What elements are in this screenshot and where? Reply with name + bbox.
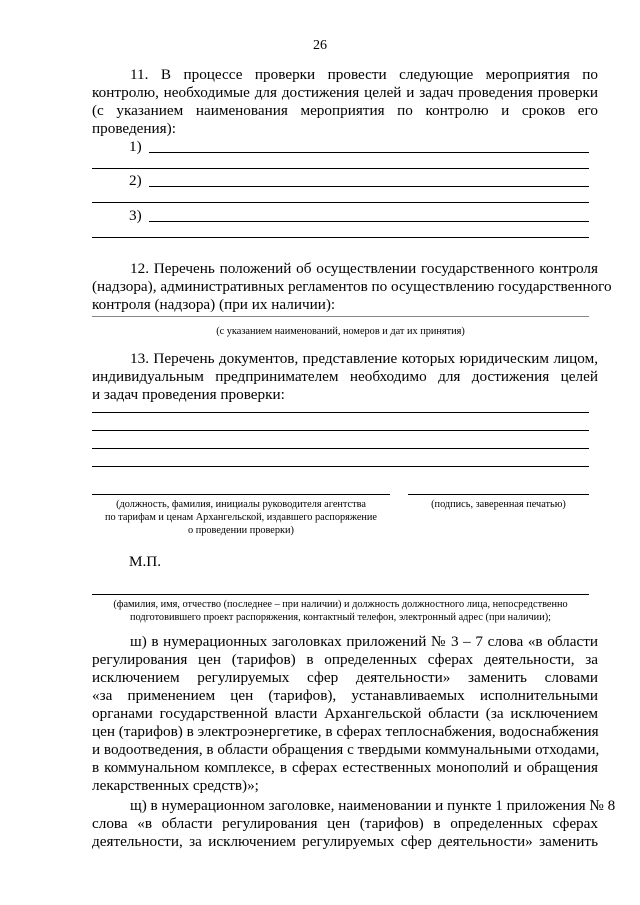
paragraph-line: щ) в нумерационном заголовке, наименовании и пункте 1 приложения № 8	[130, 797, 616, 814]
item-number-1: 1)	[129, 138, 142, 155]
preparer-caption-line: (фамилия, имя, отчество (последнее – при наличии) и должность должностного лица, непосредственно	[113, 599, 568, 610]
stamp-place-label: М.П.	[129, 553, 162, 570]
item-number-2: 2)	[129, 172, 142, 189]
section-13-fill-line	[92, 430, 589, 431]
item-3-continuation-line	[92, 237, 589, 238]
paragraph-shch	[92, 797, 616, 851]
section-13-text	[92, 350, 598, 404]
section-11-text	[92, 66, 598, 138]
section-13-fill-line	[92, 412, 589, 413]
page-number: 26	[313, 38, 327, 53]
preparer-line	[92, 594, 589, 595]
official-caption-line: по тарифам и ценам Архангельской, издавшего распоряжение	[104, 512, 377, 523]
item-2-blank-line	[149, 186, 589, 187]
item-2-continuation-line	[92, 202, 589, 203]
section-13-line: и задач проведения проверки:	[92, 386, 285, 403]
item-1-blank-line	[149, 152, 589, 153]
official-caption-line: о проведении проверки)	[188, 525, 294, 536]
paragraph-line: «за применением цен (тарифов), устанавливаемых исполнительными	[92, 687, 598, 704]
section-11-line: контролю, необходимые для достижения целей и задач проведения проверки	[92, 84, 598, 101]
section-12-caption: (с указанием наименований, номеров и дат их принятия)	[216, 326, 465, 337]
section-11-line: проведения):	[92, 120, 176, 137]
official-signature-line	[92, 494, 390, 495]
section-13-fill-line	[92, 466, 589, 467]
section-12-fill-line	[92, 316, 589, 317]
section-12-line: 12. Перечень положений об осуществлении государственного контроля	[130, 260, 598, 277]
paragraph-line: в коммунальном комплексе, в сферах естественных монополий и обращения	[92, 759, 598, 776]
paragraph-line: исключением регулируемых сфер деятельности» заменить словами	[92, 669, 598, 686]
item-number-3: 3)	[129, 207, 142, 224]
paragraph-line: и водоотведения, в области обращения с твердыми коммунальными отходами,	[92, 741, 600, 758]
item-3-blank-line	[149, 221, 589, 222]
signature-caption: (подпись, заверенная печатью)	[431, 499, 566, 510]
paragraph-line: ш) в нумерационных заголовках приложений № 3 – 7 слова «в области	[130, 633, 598, 650]
item-1-continuation-line	[92, 168, 589, 169]
paragraph-line: регулирования цен (тарифов) в определенных сферах деятельности, за	[92, 651, 598, 668]
paragraph-sh	[92, 633, 598, 795]
section-13-fill-line	[92, 448, 589, 449]
paragraph-line: деятельности, за исключением регулируемых сфер деятельности» заменить	[92, 833, 598, 850]
section-13-line: 13. Перечень документов, представление которых юридическим лицом,	[130, 350, 598, 367]
paragraph-line: слова «в области регулирования цен (тарифов) в определенных сферах	[92, 815, 598, 832]
official-caption-line: (должность, фамилия, инициалы руководителя агентства	[116, 499, 366, 510]
section-13-line: индивидуальным предпринимателем необходимо для достижения целей	[92, 368, 598, 385]
preparer-caption-line: подготовившего проект распоряжения, контактный телефон, электронный адрес (при наличии);	[129, 612, 551, 623]
section-12-line: контроля (надзора) (при их наличии):	[92, 296, 336, 313]
section-11-line: (с указанием наименования мероприятия по контролю и сроков его	[92, 102, 598, 119]
section-12-text	[92, 260, 612, 314]
paragraph-line: цен (тарифов) в электроэнергетике, в сферах теплоснабжения, водоснабжения	[92, 723, 599, 740]
paragraph-line: органами государственной власти Архангельской области (за исключением	[92, 705, 598, 722]
paragraph-line: лекарственных средств)»;	[92, 777, 259, 794]
stamp-signature-line	[408, 494, 589, 495]
section-11-line: 11. В процессе проверки провести следующие мероприятия по	[130, 66, 598, 83]
section-12-line: (надзора), административных регламентов по осуществлению государственного	[92, 278, 612, 295]
